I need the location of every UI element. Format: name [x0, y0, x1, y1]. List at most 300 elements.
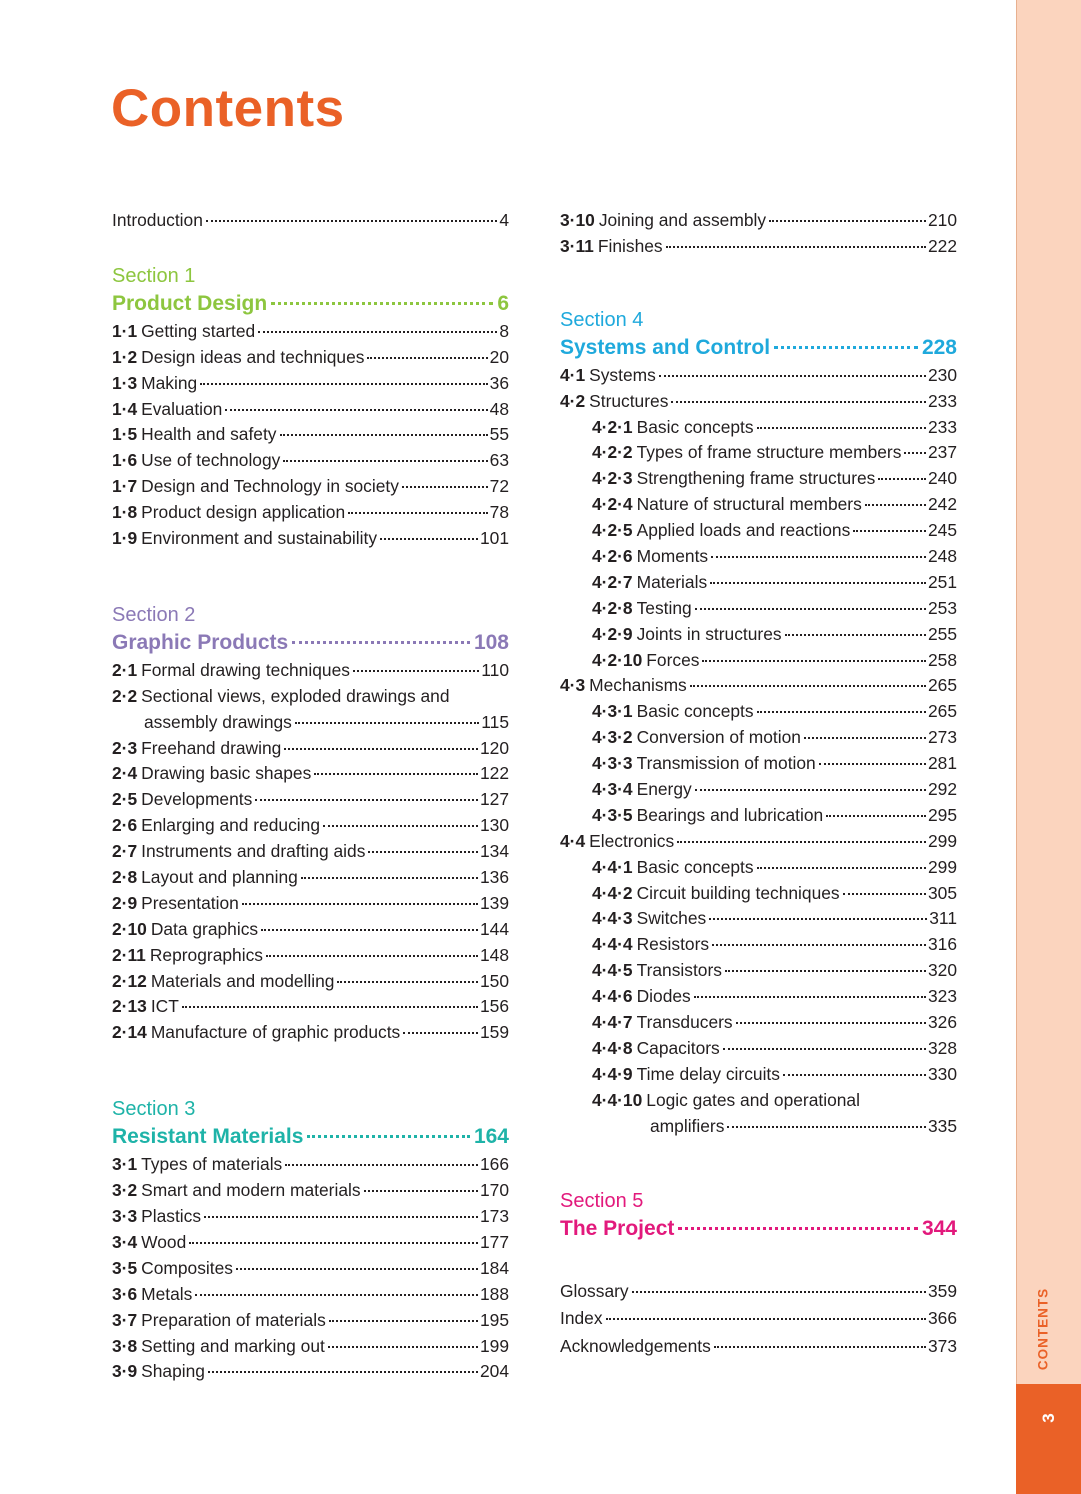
toc-entry-glossary[interactable]	[560, 1278, 957, 1306]
entry-label: Joints in structures	[636, 623, 782, 644]
dot-leader	[725, 970, 926, 972]
toc-entry[interactable]	[560, 570, 957, 596]
entry-page: 4	[499, 210, 509, 230]
entry-page: 122	[479, 763, 509, 784]
toc-entry[interactable]	[560, 673, 957, 699]
entry-number: 4·4	[560, 830, 586, 851]
end-matter-entries	[560, 1278, 957, 1361]
entry-number: 1·1	[112, 320, 138, 341]
toc-entry[interactable]	[560, 389, 957, 415]
toc-entry[interactable]	[560, 596, 957, 622]
toc-entry-index[interactable]	[560, 1305, 957, 1333]
toc-entry[interactable]	[112, 1152, 509, 1178]
entry-page: 292	[927, 779, 957, 800]
entry-label: Types of materials	[141, 1154, 283, 1175]
toc-entry-introduction[interactable]	[112, 208, 509, 234]
entry-label: Conversion of motion	[636, 727, 801, 748]
dot-leader	[307, 1135, 470, 1138]
toc-entry[interactable]	[560, 1036, 957, 1062]
toc-entry[interactable]	[560, 1088, 957, 1114]
entry-number: 4·1	[560, 364, 586, 385]
section-4-entries	[560, 363, 957, 1140]
toc-entry[interactable]	[112, 1178, 509, 1204]
dot-leader	[694, 996, 926, 998]
entry-page: 299	[927, 856, 957, 877]
toc-entry[interactable]	[112, 371, 509, 397]
entry-number: 2·10	[112, 918, 147, 939]
dot-leader	[314, 773, 478, 775]
toc-entry[interactable]	[560, 725, 957, 751]
toc-entry[interactable]	[560, 518, 957, 544]
entry-label: Data graphics	[150, 918, 259, 939]
entry-page: 144	[479, 918, 509, 939]
entry-page: 8	[499, 320, 509, 341]
entry-number: 1·3	[112, 372, 138, 393]
entry-label: Nature of structural members	[636, 494, 862, 515]
entry-number: 4·2·6	[592, 546, 633, 567]
entry-number: 3·10	[560, 210, 595, 230]
dot-leader	[785, 634, 926, 636]
entry-number: 1·2	[112, 346, 138, 367]
entry-number: 4·4·2	[592, 882, 633, 903]
entry-label: Glossary	[560, 1280, 629, 1301]
entry-label: Introduction	[112, 210, 203, 230]
toc-entry-continuation[interactable]	[560, 1114, 957, 1140]
entry-number: 3·5	[112, 1257, 138, 1278]
dot-leader	[736, 1022, 926, 1024]
entry-number: 4·2·7	[592, 571, 633, 592]
entry-number: 4·2·8	[592, 597, 633, 618]
dot-leader	[200, 383, 487, 385]
entry-page: 323	[927, 986, 957, 1007]
dot-leader	[236, 1268, 478, 1270]
section-page: 164	[473, 1125, 509, 1149]
dot-leader	[195, 1294, 478, 1296]
toc-entry[interactable]	[112, 1204, 509, 1230]
entry-page: 253	[927, 597, 957, 618]
dot-leader	[678, 1227, 918, 1230]
entry-number: 2·8	[112, 867, 138, 888]
sidebar-label-text: CONTENTS	[1035, 1287, 1051, 1371]
toc-entry[interactable]	[560, 855, 957, 881]
entry-number: 1·4	[112, 398, 138, 419]
entry-label: Wood	[141, 1231, 187, 1252]
section-title: The Project	[560, 1216, 675, 1240]
section-page: 108	[473, 630, 509, 654]
dot-leader	[403, 1032, 478, 1034]
entry-label: Smart and modern materials	[141, 1180, 361, 1201]
entry-label: Evaluation	[141, 398, 223, 419]
toc-entry[interactable]	[560, 440, 957, 466]
section-page: 228	[921, 335, 957, 359]
entry-page: 115	[481, 711, 509, 732]
entry-page: 258	[927, 649, 957, 670]
dot-leader	[182, 1006, 478, 1008]
entry-number: 3·11	[560, 235, 594, 256]
entry-page: 148	[479, 944, 509, 965]
toc-entry[interactable]	[112, 943, 509, 969]
dot-leader	[364, 1190, 478, 1192]
entry-label: Composites	[141, 1257, 233, 1278]
entry-label: Capacitors	[636, 1037, 720, 1058]
dot-leader	[301, 877, 478, 879]
dot-leader	[804, 737, 926, 739]
dot-leader	[283, 460, 487, 462]
toc-entry[interactable]	[560, 234, 957, 260]
entry-number: 4·3·2	[592, 727, 633, 748]
dot-leader	[292, 641, 470, 644]
toc-entry[interactable]	[560, 544, 957, 570]
entry-number: 4·4·1	[592, 856, 633, 877]
section-3-entries	[112, 1152, 509, 1385]
entry-page: 320	[927, 960, 957, 981]
toc-entry[interactable]	[112, 397, 509, 423]
entry-number: 3·2	[112, 1180, 138, 1201]
entry-page: 199	[479, 1335, 509, 1356]
dot-leader	[271, 302, 493, 305]
toc-entry[interactable]	[112, 994, 509, 1020]
dot-leader	[328, 1346, 478, 1348]
entry-label: ICT	[150, 996, 179, 1017]
dot-leader	[280, 434, 488, 436]
entry-label: Electronics	[589, 830, 675, 851]
dot-leader	[606, 1318, 926, 1320]
toc-entry[interactable]	[112, 813, 509, 839]
toc-entry[interactable]	[112, 345, 509, 371]
dot-leader	[904, 452, 926, 454]
entry-label: Health and safety	[141, 424, 277, 445]
toc-entry[interactable]	[112, 658, 509, 684]
entry-page: 48	[489, 398, 509, 419]
dot-leader	[819, 763, 926, 765]
entry-page: 166	[479, 1154, 509, 1175]
entry-page: 159	[479, 1022, 509, 1043]
entry-label: Time delay circuits	[636, 1063, 780, 1084]
entry-page: 265	[927, 701, 957, 722]
entry-page: 373	[927, 1335, 957, 1356]
toc-entry[interactable]	[560, 1010, 957, 1036]
entry-page: 233	[927, 416, 957, 437]
dot-leader	[702, 660, 926, 662]
entry-label: Switches	[636, 908, 707, 929]
dot-leader	[284, 748, 478, 750]
entry-page: 330	[927, 1063, 957, 1084]
toc-entry-acknowledgements[interactable]	[560, 1333, 957, 1361]
section-4-label: Section 4	[560, 308, 644, 331]
entry-page: 195	[479, 1309, 509, 1330]
entry-number: 4·2·5	[592, 520, 633, 541]
dot-leader	[255, 799, 478, 801]
entry-label: Metals	[141, 1283, 193, 1304]
entry-label: Setting and marking out	[141, 1335, 325, 1356]
entry-page: 136	[479, 867, 509, 888]
entry-label: Presentation	[141, 892, 239, 913]
entry-page: 204	[479, 1361, 509, 1382]
entry-page: 295	[927, 804, 957, 825]
entry-label: Environment and sustainability	[141, 528, 378, 549]
entry-page: 305	[927, 882, 957, 903]
toc-entry[interactable]	[112, 1334, 509, 1360]
section-5-heading[interactable]	[560, 1214, 957, 1244]
toc-entry[interactable]	[560, 699, 957, 725]
toc-entry[interactable]	[560, 881, 957, 907]
toc-entry[interactable]	[560, 751, 957, 777]
entry-page: 316	[927, 934, 957, 955]
toc-entry[interactable]	[112, 969, 509, 995]
entry-number: 1·6	[112, 450, 138, 471]
entry-number: 4·3·5	[592, 804, 633, 825]
entry-number: 3·6	[112, 1283, 138, 1304]
entry-page: 78	[489, 502, 509, 523]
entry-number: 1·5	[112, 424, 138, 445]
entry-number: 2·3	[112, 737, 138, 758]
entry-number: 4·2·4	[592, 494, 633, 515]
toc-entry[interactable]	[560, 1062, 957, 1088]
toc-entry[interactable]	[560, 829, 957, 855]
entry-page: 130	[479, 815, 509, 836]
toc-entry[interactable]	[112, 448, 509, 474]
dot-leader	[261, 929, 478, 931]
dot-leader	[695, 789, 926, 791]
dot-leader	[878, 478, 926, 480]
dot-leader	[774, 346, 918, 349]
entry-label: Transmission of motion	[636, 753, 816, 774]
entry-label: Use of technology	[141, 450, 281, 471]
entry-number: 4·2·2	[592, 442, 633, 463]
toc-entry[interactable]	[560, 906, 957, 932]
toc-entry[interactable]	[560, 932, 957, 958]
entry-number: 2·4	[112, 763, 138, 784]
entry-label: Plastics	[141, 1206, 202, 1227]
toc-entry[interactable]	[112, 1308, 509, 1334]
entry-number: 2·1	[112, 659, 138, 680]
section-title: Product Design	[112, 291, 268, 315]
toc-entry[interactable]	[112, 500, 509, 526]
dot-leader	[323, 825, 478, 827]
entry-page: 230	[927, 364, 957, 385]
toc-entry[interactable]	[560, 958, 957, 984]
toc-entry[interactable]	[112, 761, 509, 787]
dot-leader	[723, 1048, 926, 1050]
entry-label: Getting started	[141, 320, 256, 341]
toc-column-left	[112, 208, 509, 1385]
toc-entry[interactable]	[560, 777, 957, 803]
toc-entry[interactable]	[112, 787, 509, 813]
entry-page: 63	[489, 450, 509, 471]
dot-leader	[783, 1074, 926, 1076]
entry-page: 127	[479, 789, 509, 810]
dot-leader	[843, 893, 926, 895]
entry-label: Mechanisms	[589, 675, 687, 696]
entry-number: 2·12	[112, 970, 147, 991]
toc-entry[interactable]	[560, 803, 957, 829]
entry-number: 4·4·8	[592, 1037, 633, 1058]
toc-entry[interactable]	[112, 474, 509, 500]
dot-leader	[206, 220, 497, 222]
entry-number: 2·13	[112, 996, 147, 1017]
section-title: Graphic Products	[112, 630, 289, 654]
entry-page: 335	[927, 1115, 957, 1136]
section-3-entries-continued	[560, 208, 957, 260]
toc-entry[interactable]	[112, 1282, 509, 1308]
toc-entry[interactable]	[112, 736, 509, 762]
toc-entry[interactable]	[560, 492, 957, 518]
entry-page: 20	[489, 346, 509, 367]
entry-label: Diodes	[636, 986, 691, 1007]
dot-leader	[337, 981, 478, 983]
entry-page: 299	[927, 830, 957, 851]
entry-label: Formal drawing techniques	[141, 659, 350, 680]
entry-label-continued: assembly drawings	[144, 711, 292, 732]
entry-label: Materials	[636, 571, 708, 592]
toc-entry[interactable]	[560, 208, 957, 234]
entry-page: 311	[929, 908, 957, 929]
entry-page: 156	[479, 996, 509, 1017]
dot-leader	[367, 357, 487, 359]
dot-leader	[709, 918, 927, 920]
entry-number: 4·4·6	[592, 986, 633, 1007]
entry-page: 251	[927, 571, 957, 592]
section-1-label: Section 1	[112, 264, 196, 287]
dot-leader	[757, 427, 926, 429]
entry-page: 120	[479, 737, 509, 758]
dot-leader	[865, 504, 926, 506]
toc-entry[interactable]	[112, 839, 509, 865]
entry-page: 237	[927, 442, 957, 463]
dot-leader	[295, 722, 479, 724]
entry-number: 4·2·10	[592, 649, 643, 670]
toc-entry[interactable]	[112, 422, 509, 448]
entry-number: 3·8	[112, 1335, 138, 1356]
dot-leader	[242, 903, 478, 905]
sidebar-band	[1016, 0, 1081, 1494]
entry-page: 170	[479, 1180, 509, 1201]
entry-number: 1·9	[112, 528, 138, 549]
entry-page: 72	[489, 476, 509, 497]
entry-label: Developments	[141, 789, 253, 810]
entry-number: 2·6	[112, 815, 138, 836]
entry-label: Instruments and drafting aids	[141, 841, 366, 862]
entry-page: 240	[927, 468, 957, 489]
toc-entry-continuation[interactable]	[112, 710, 509, 736]
entry-page: 184	[479, 1257, 509, 1278]
entry-label: Forces	[646, 649, 700, 670]
entry-label: Joining and assembly	[598, 210, 767, 230]
entry-number: 3·7	[112, 1309, 138, 1330]
entry-label: Testing	[636, 597, 692, 618]
toc-entry[interactable]	[560, 622, 957, 648]
toc-entry[interactable]	[560, 466, 957, 492]
toc-entry[interactable]	[112, 319, 509, 345]
section-2-heading[interactable]	[112, 628, 509, 658]
toc-entry[interactable]	[112, 1359, 509, 1385]
dot-leader	[659, 375, 926, 377]
entry-number: 4·2	[560, 390, 586, 411]
entry-number: 1·7	[112, 476, 138, 497]
dot-leader	[671, 401, 926, 403]
toc-entry[interactable]	[112, 1230, 509, 1256]
dot-leader	[368, 851, 478, 853]
entry-label: Design and Technology in society	[141, 476, 399, 497]
entry-number: 4·2·9	[592, 623, 633, 644]
entry-page: 55	[489, 424, 509, 445]
entry-label: Finishes	[597, 235, 663, 256]
entry-page: 233	[927, 390, 957, 411]
entry-number: 4·3·3	[592, 753, 633, 774]
entry-number: 4·3·1	[592, 701, 633, 722]
entry-page: 255	[927, 623, 957, 644]
entry-page: 248	[927, 546, 957, 567]
entry-number: 4·3	[560, 675, 586, 696]
toc-entry[interactable]	[560, 415, 957, 441]
section-3-heading[interactable]	[112, 1122, 509, 1152]
dot-leader	[348, 512, 488, 514]
dot-leader	[189, 1242, 478, 1244]
toc-entry[interactable]	[560, 648, 957, 674]
entry-number: 2·14	[112, 1022, 147, 1043]
toc-entry[interactable]	[112, 865, 509, 891]
entry-label: Acknowledgements	[560, 1335, 711, 1356]
entry-number: 3·1	[112, 1154, 138, 1175]
toc-entry[interactable]	[112, 891, 509, 917]
dot-leader	[677, 841, 926, 843]
entry-page: 328	[927, 1037, 957, 1058]
toc-entry[interactable]	[112, 1256, 509, 1282]
entry-label: Product design application	[141, 502, 346, 523]
page-number-box	[1016, 1384, 1081, 1494]
toc-entry[interactable]	[560, 984, 957, 1010]
entry-page: 150	[479, 970, 509, 991]
entry-number: 4·4·3	[592, 908, 633, 929]
entry-label: Enlarging and reducing	[141, 815, 321, 836]
toc-entry[interactable]	[112, 1020, 509, 1046]
section-1-heading[interactable]	[112, 289, 509, 319]
section-4-heading[interactable]	[560, 333, 957, 363]
entry-label-continued: amplifiers	[650, 1115, 725, 1136]
dot-leader	[826, 815, 926, 817]
dot-leader	[666, 246, 926, 248]
entry-number: 4·4·4	[592, 934, 633, 955]
dot-leader	[380, 538, 478, 540]
entry-page: 222	[927, 235, 957, 256]
entry-number: 4·2·3	[592, 468, 633, 489]
entry-number: 1·8	[112, 502, 138, 523]
entry-label: Materials and modelling	[150, 970, 335, 991]
entry-page: 173	[479, 1206, 509, 1227]
toc-entry[interactable]	[112, 917, 509, 943]
dot-leader	[266, 955, 478, 957]
dot-leader	[769, 220, 926, 222]
dot-leader	[258, 331, 497, 333]
entry-label: Freehand drawing	[141, 737, 282, 758]
dot-leader	[353, 670, 479, 672]
toc-entry[interactable]	[112, 526, 509, 552]
entry-number: 3·9	[112, 1361, 138, 1382]
toc-entry[interactable]	[112, 684, 509, 710]
entry-page: 139	[479, 892, 509, 913]
toc-entry[interactable]	[560, 363, 957, 389]
entry-page: 210	[927, 210, 957, 230]
dot-leader	[285, 1164, 478, 1166]
dot-leader	[329, 1320, 478, 1322]
section-2-label: Section 2	[112, 603, 196, 626]
entry-number: 3·3	[112, 1206, 138, 1227]
entry-page: 326	[927, 1012, 957, 1033]
entry-label: Bearings and lubrication	[636, 804, 824, 825]
entry-label: Design ideas and techniques	[141, 346, 365, 367]
entry-page: 265	[927, 675, 957, 696]
page-title: Contents	[111, 79, 345, 138]
